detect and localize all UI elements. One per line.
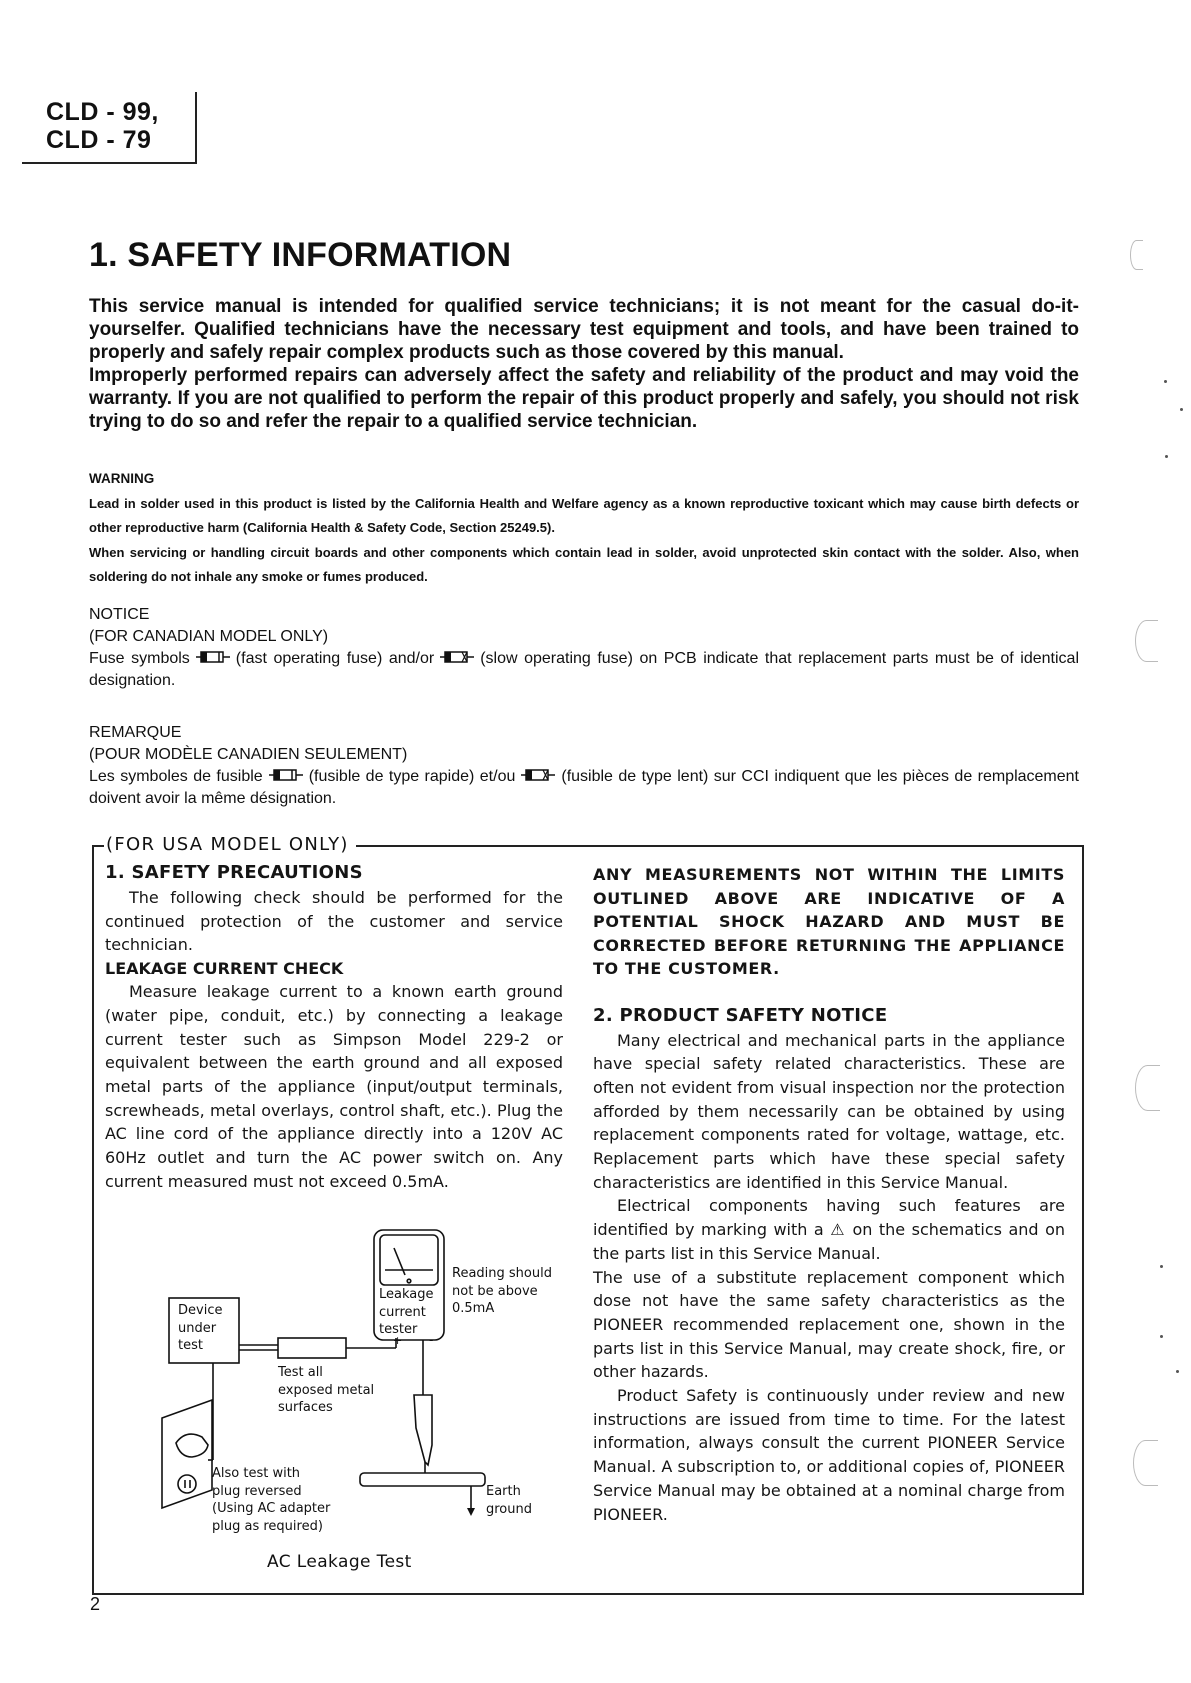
fast-fuse-label: (fast operating fuse) and/or	[235, 650, 435, 668]
scan-artifact	[1164, 380, 1167, 383]
scan-artifact	[1130, 240, 1143, 270]
warning-section	[89, 467, 1079, 590]
plus-terminal: +	[393, 1334, 403, 1347]
label-line: Test all	[278, 1365, 323, 1380]
scan-artifact	[1135, 1065, 1160, 1111]
slow-fuse-label: (fusible de type lent) sur CCI indiquent que les pièces de remplacement doivent avoir la même désignation.	[89, 768, 1080, 808]
scan-artifact	[1133, 1440, 1158, 1486]
product-safety-heading: 2. PRODUCT SAFETY NOTICE	[593, 1004, 888, 1026]
slow-fuse-icon	[521, 766, 555, 788]
warning-paragraph: When servicing or handling circuit boards and other components which contain lead in solder, avoid unprotected skin contact with the solder. Also, when soldering do not inhale any smoke or fumes produced.	[89, 544, 1079, 584]
remarque-section	[89, 722, 1079, 810]
label-line: Also test with	[212, 1466, 301, 1481]
scan-artifact	[1176, 1370, 1179, 1373]
remarque-subheading: (POUR MODÈLE CANADIEN SEULEMENT)	[89, 746, 408, 763]
intro-paragraph: This service manual is intended for qualified service technicians; it is not meant for the casual do-it-yourselfer. Qualified technicians have the necessary test equipment and tools, and have been trained to properly and safely repair complex products such as those covered by this manual.	[89, 296, 1079, 363]
intro-text	[89, 295, 1079, 433]
warning-paragraph: Lead in solder used in this product is listed by the California Health and Welfare agency as a known reproductive toxicant which may cause birth defects or other reproductive harm (California Health & Safety Code, Section 25249.5).	[89, 495, 1079, 535]
fast-fuse-icon	[196, 648, 230, 670]
label-line: 0.5mA	[452, 1301, 495, 1316]
product-safety-paragraph: The use of a substitute replacement component which dose not have the same safety characteristics as the PIONEER recommended replacement one, shown in the parts list in this Service Manual, may create shock, fire, or other hazards.	[593, 1267, 1065, 1382]
test-surfaces-label	[278, 1364, 374, 1417]
ac-leakage-test-diagram	[150, 1220, 570, 1560]
p2-lead: Electrical components having such features are identified by marking with a	[593, 1196, 1065, 1240]
label-line: test	[178, 1338, 203, 1353]
model-name: CLD - 79	[46, 126, 152, 154]
notice-subheading: (FOR CANADIAN MODEL ONLY)	[89, 628, 329, 645]
label-line: exposed metal	[278, 1382, 375, 1398]
notice-section	[89, 604, 1079, 692]
label-line: not be above	[452, 1283, 538, 1299]
label-line: Earth	[486, 1484, 521, 1499]
notice-text	[89, 648, 1079, 692]
safety-precautions-heading: 1. SAFETY PRECAUTIONS	[105, 862, 363, 883]
scan-artifact	[1135, 620, 1158, 662]
scan-artifact	[1160, 1265, 1163, 1268]
p2-tail: on the schematics and on the parts list in this Service Manual.	[593, 1220, 1065, 1263]
product-safety-paragraph	[593, 1194, 1065, 1265]
label-line: ground	[486, 1501, 532, 1517]
leakage-check-body: Measure leakage current to a known earth ground (water pipe, conduit, etc.) by connecting a leakage current tester such as Simpson Model 229-2 or equivalent between the earth ground and all exposed metal parts of the appliance (input/output terminals, screwheads, metal overlays, control shaft, etc.). Plug the AC line cord of the appliance directly into a 120V AC 60Hz outlet and turn the AC power switch on. Any current measured must not exceed 0.5mA.	[105, 982, 563, 1191]
label-line: Leakage	[379, 1287, 434, 1302]
slow-fuse-label: (slow operating fuse) on PCB indicate that replacement parts must be of identical designation.	[89, 650, 1079, 690]
warning-heading: WARNING	[89, 471, 155, 486]
label-line: Reading should	[452, 1266, 552, 1281]
remarque-text-lead: Les symboles de fusible	[89, 768, 263, 786]
device-label	[178, 1302, 222, 1355]
model-name: CLD - 99,	[46, 98, 159, 126]
box-border	[92, 845, 104, 847]
scan-artifact	[1165, 455, 1168, 458]
label-line: surfaces	[278, 1400, 333, 1415]
notice-heading: NOTICE	[89, 606, 150, 623]
remarque-text	[89, 766, 1079, 810]
safety-precautions-intro: The following check should be performed for the continued protection of the customer and service technician.	[105, 888, 563, 955]
plug-reversed-label	[212, 1465, 330, 1535]
page-title: 1. SAFETY INFORMATION	[89, 236, 512, 274]
product-safety-paragraph: Many electrical and mechanical parts in the appliance have special safety related characteristics. These are often not evident from visual inspection nor the protection afforded by them necessarily can be obtained by using replacement components rated for voltage, wattage, etc. Replacement parts which have these special safety characteristics are identified in this Service Manual.	[593, 1030, 1065, 1192]
label-line: current	[379, 1304, 426, 1320]
remarque-heading: REMARQUE	[89, 724, 182, 741]
warning-triangle-icon: ⚠	[830, 1220, 846, 1240]
slow-fuse-icon	[440, 648, 474, 670]
tester-label	[379, 1286, 434, 1339]
shock-hazard-warning: ANY MEASUREMENTS NOT WITHIN THE LIMITS OUTLINED ABOVE ARE INDICATIVE OF A POTENTIAL SHOCK HAZARD AND MUST BE CORRECTED BEFORE RETURNING THE APPLIANCE TO THE CUSTOMER.	[593, 865, 1065, 978]
safety-precautions-column	[105, 860, 563, 1193]
label-line: plug reversed	[212, 1483, 302, 1499]
label-line: Device	[178, 1303, 223, 1318]
scan-artifact	[1180, 408, 1183, 411]
notice-text-lead: Fuse symbols	[89, 650, 190, 668]
fast-fuse-icon	[269, 766, 303, 788]
minus-terminal: -	[429, 1333, 434, 1347]
box-border	[356, 845, 1082, 847]
intro-paragraph: Improperly performed repairs can adversely affect the safety and reliability of the product and may void the warranty. If you are not qualified to perform the repair of this product properly and safely, you should not risk trying to do so and refer the repair to a qualified service technician.	[89, 365, 1079, 432]
diagram-caption: AC Leakage Test	[267, 1552, 412, 1572]
usa-model-label: (FOR USA MODEL ONLY)	[106, 834, 349, 855]
product-safety-paragraph: Product Safety is continuously under review and new instructions are issued from time to time. For the latest information, always consult the current PIONEER Service Manual. A subscription to, or additional copies of, PIONEER Service Manual may be obtained at a nominal charge from PIONEER.	[593, 1386, 1065, 1524]
earth-ground-label	[486, 1483, 532, 1518]
scan-artifact	[1160, 1335, 1163, 1338]
label-line: (Using AC adapter	[212, 1501, 331, 1516]
page-number: 2	[90, 1594, 101, 1614]
fast-fuse-label: (fusible de type rapide) et/ou	[308, 768, 516, 786]
reading-label	[452, 1265, 552, 1318]
product-safety-column	[593, 863, 1065, 1526]
label-line: under	[178, 1320, 217, 1336]
model-header	[22, 92, 197, 164]
label-line: tester	[379, 1322, 418, 1337]
leakage-check-heading: LEAKAGE CURRENT CHECK	[105, 959, 344, 979]
label-line: plug as required)	[212, 1518, 323, 1534]
